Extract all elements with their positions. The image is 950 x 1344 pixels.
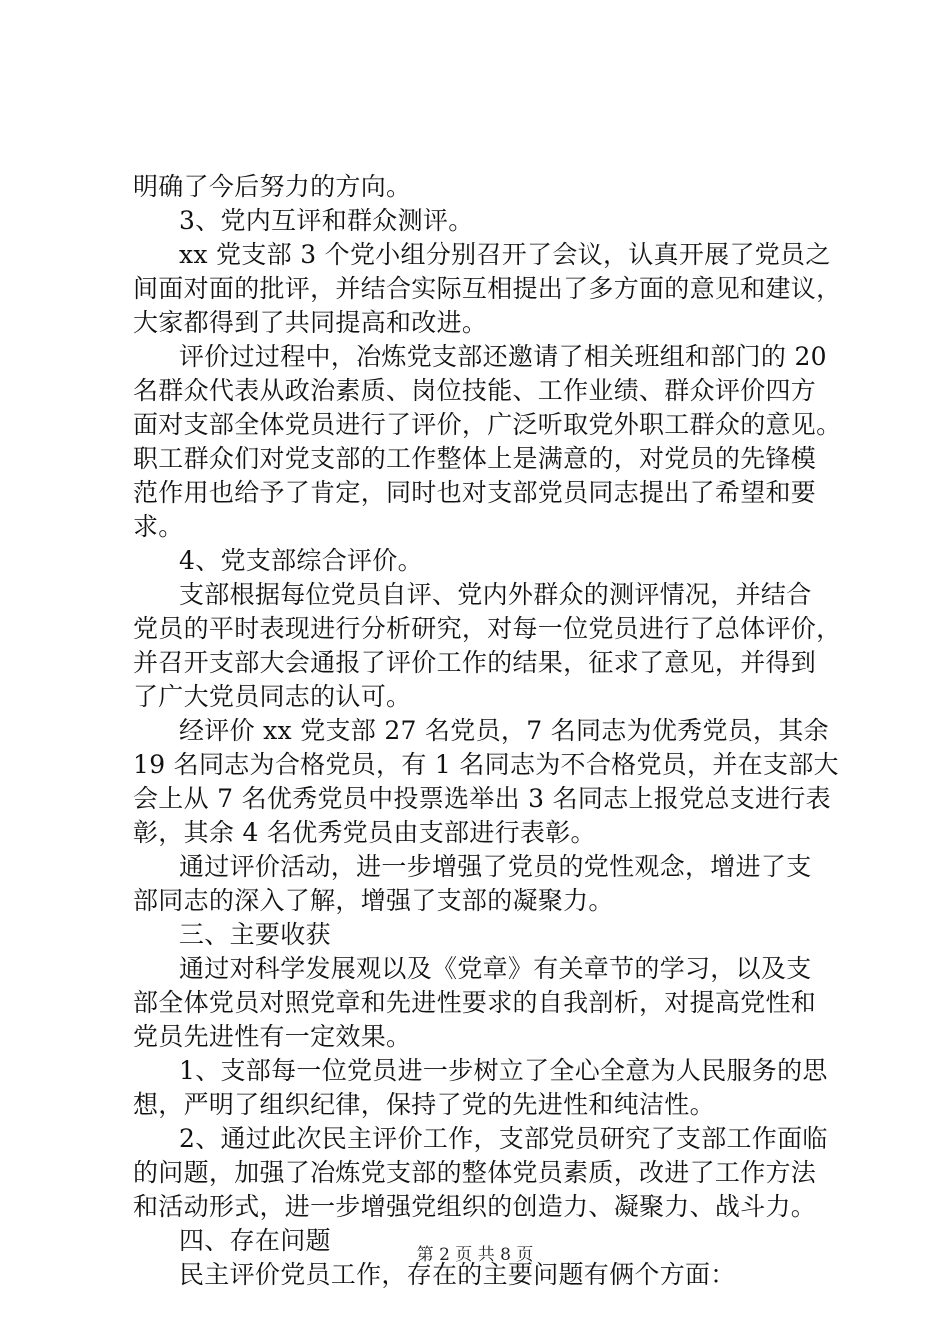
text-line: 支部根据每位党员自评、党内外群众的测评情况，并结合 xyxy=(179,580,812,609)
text-line: 名群众代表从政治素质、岗位技能、工作业绩、群众评价四方 xyxy=(133,376,817,405)
text-line: 党员的平时表现进行分析研究，对每一位党员进行了总体评价， xyxy=(133,614,842,643)
text-line: 党员先进性有一定效果。 xyxy=(133,1022,412,1051)
text-line: xx 党支部 3 个党小组分别召开了会议，认真开展了党员之 xyxy=(179,240,831,269)
text-line: 部同志的深入了解，增强了支部的凝聚力。 xyxy=(133,886,614,915)
text-line: 评价过过程中，冶炼党支部还邀请了相关班组和部门的 20 xyxy=(179,342,827,371)
text-line: 19 名同志为合格党员，有 1 名同志为不合格党员，并在支部大 xyxy=(133,750,839,779)
text-line: 间面对面的批评，并结合实际互相提出了多方面的意见和建议， xyxy=(133,274,842,303)
page-footer: 第 2 页 共 8 页 xyxy=(416,1245,534,1265)
text-line: 范作用也给予了肯定，同时也对支部党员同志提出了希望和要 xyxy=(133,478,817,507)
text-line: 四、存在问题 xyxy=(179,1226,331,1255)
text-line: 1、支部每一位党员进一步树立了全心全意为人民服务的思 xyxy=(179,1056,828,1085)
text-line: 并召开支部大会通报了评价工作的结果，征求了意见，并得到 xyxy=(133,648,817,677)
text-line: 经评价 xx 党支部 27 名党员，7 名同志为优秀党员，其余 xyxy=(179,716,829,745)
text-line: 明确了今后努力的方向。 xyxy=(133,172,412,201)
text-line: 4、党支部综合评价。 xyxy=(179,546,423,575)
text-line: 求。 xyxy=(133,512,184,541)
text-line: 和活动形式，进一步增强党组织的创造力、凝聚力、战斗力。 xyxy=(133,1192,817,1221)
text-line: 2、通过此次民主评价工作，支部党员研究了支部工作面临 xyxy=(179,1124,828,1153)
text-line: 三、主要收获 xyxy=(179,920,331,949)
text-line: 会上从 7 名优秀党员中投票选举出 3 名同志上报党总支进行表 xyxy=(133,784,831,813)
text-line: 民主评价党员工作，存在的主要问题有俩个方面： xyxy=(179,1260,736,1289)
text-line: 3、党内互评和群众测评。 xyxy=(179,206,474,235)
text-line: 面对支部全体党员进行了评价，广泛听取党外职工群众的意见。 xyxy=(133,410,842,439)
text-line: 的问题，加强了冶炼党支部的整体党员素质，改进了工作方法 xyxy=(133,1158,817,1187)
text-line: 部全体党员对照党章和先进性要求的自我剖析，对提高党性和 xyxy=(133,988,817,1017)
text-line: 通过评价活动，进一步增强了党员的党性观念，增进了支 xyxy=(179,852,812,881)
text-line: 了广大党员同志的认可。 xyxy=(133,682,412,711)
document-body xyxy=(133,170,842,1292)
text-line: 通过对科学发展观以及《党章》有关章节的学习，以及支 xyxy=(179,954,812,983)
text-line: 彰，其余 4 名优秀党员由支部进行表彰。 xyxy=(133,818,596,847)
text-line: 想，严明了组织纪律，保持了党的先进性和纯洁性。 xyxy=(133,1090,715,1119)
text-line: 职工群众们对党支部的工作整体上是满意的，对党员的先锋模 xyxy=(133,444,817,473)
text-line: 大家都得到了共同提高和改进。 xyxy=(133,308,488,337)
